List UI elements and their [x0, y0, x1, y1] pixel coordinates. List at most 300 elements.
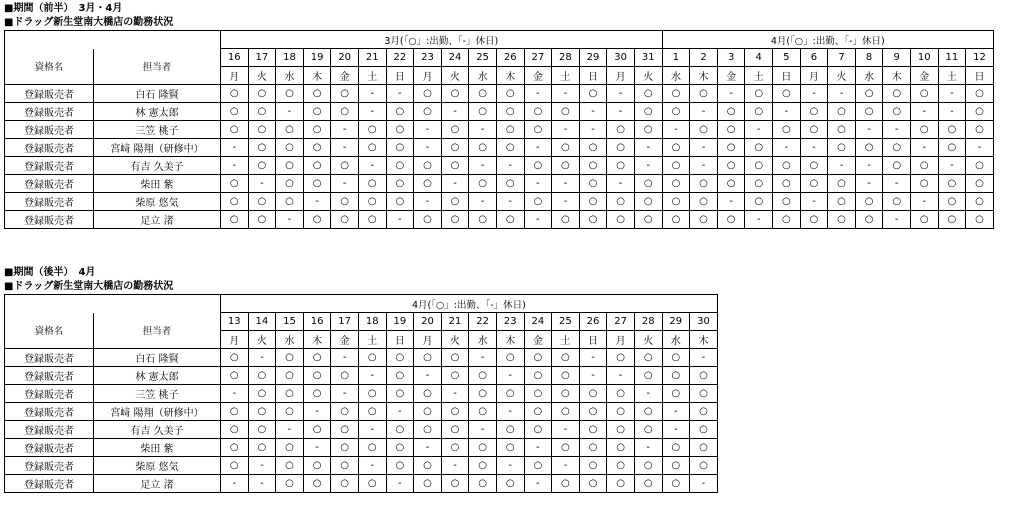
attendance-mark-cell: ○	[773, 175, 801, 193]
day-number-cell: 29	[662, 313, 690, 331]
attendance-mark-cell: ○	[221, 457, 249, 475]
attendance-mark-cell: ○	[883, 157, 911, 175]
attendance-mark-cell: ○	[414, 403, 442, 421]
day-number-cell: 18	[276, 49, 304, 67]
attendance-mark-cell: ○	[414, 385, 442, 403]
attendance-mark-cell: ○	[496, 439, 524, 457]
attendance-mark-cell: ○	[303, 121, 331, 139]
qualification-cell: 登録販売者	[5, 157, 94, 175]
staff-row	[5, 421, 718, 439]
attendance-mark-cell: -	[276, 421, 304, 439]
attendance-mark-cell: -	[524, 211, 552, 229]
attendance-mark-cell: ○	[966, 211, 994, 229]
attendance-mark-cell: ○	[441, 421, 469, 439]
attendance-mark-cell: -	[690, 139, 718, 157]
attendance-mark-cell: ○	[386, 457, 414, 475]
attendance-mark-cell: ○	[883, 103, 911, 121]
attendance-mark-cell: -	[524, 475, 552, 493]
attendance-mark-cell: ○	[855, 139, 883, 157]
attendance-mark-cell: -	[634, 157, 662, 175]
day-number-cell: 11	[938, 49, 966, 67]
attendance-mark-cell: ○	[579, 439, 607, 457]
attendance-mark-cell: ○	[607, 349, 635, 367]
attendance-mark-cell: ○	[221, 421, 249, 439]
attendance-mark-cell: ○	[883, 139, 911, 157]
day-number-cell: 7	[828, 49, 856, 67]
attendance-mark-cell: ○	[331, 157, 359, 175]
attendance-mark-cell: ○	[303, 367, 331, 385]
store-label: ■ドラッグ新生堂南大橋店の勤務状況	[4, 17, 174, 28]
qualification-cell: 登録販売者	[5, 175, 94, 193]
attendance-mark-cell: ○	[358, 193, 386, 211]
attendance-mark-cell: -	[496, 457, 524, 475]
attendance-mark-cell: ○	[386, 121, 414, 139]
staff-name-cell: 足立 渚	[94, 475, 221, 493]
attendance-mark-cell: ○	[773, 193, 801, 211]
attendance-mark-cell: ○	[358, 439, 386, 457]
attendance-mark-cell: ○	[579, 211, 607, 229]
weekday-cell: 水	[662, 331, 690, 349]
attendance-mark-cell: ○	[855, 85, 883, 103]
weekday-cell: 日	[579, 67, 607, 85]
attendance-mark-cell: -	[800, 139, 828, 157]
attendance-mark-cell: ○	[414, 175, 442, 193]
attendance-mark-cell: ○	[248, 403, 276, 421]
attendance-mark-cell: ○	[386, 385, 414, 403]
attendance-mark-cell: ○	[276, 457, 304, 475]
day-number-cell: 19	[303, 49, 331, 67]
attendance-mark-cell: ○	[579, 457, 607, 475]
attendance-mark-cell: ○	[331, 85, 359, 103]
day-number-cell: 21	[358, 49, 386, 67]
attendance-mark-cell: ○	[717, 211, 745, 229]
attendance-mark-cell: ○	[662, 385, 690, 403]
staff-row	[5, 385, 718, 403]
weekday-cell: 火	[441, 331, 469, 349]
staff-row	[5, 121, 994, 139]
attendance-mark-cell: ○	[276, 403, 304, 421]
staff-row	[5, 403, 718, 421]
attendance-mark-cell: ○	[634, 457, 662, 475]
day-number-cell: 23	[414, 49, 442, 67]
qualification-header: 資格名	[5, 49, 94, 85]
day-number-cell: 20	[414, 313, 442, 331]
attendance-mark-cell: -	[855, 157, 883, 175]
attendance-mark-cell: ○	[496, 211, 524, 229]
attendance-mark-cell: ○	[910, 211, 938, 229]
weekday-cell: 月	[607, 331, 635, 349]
attendance-mark-cell: ○	[910, 175, 938, 193]
attendance-mark-cell: ○	[496, 349, 524, 367]
day-number-cell: 24	[441, 49, 469, 67]
staff-name-cell: 柴田 紫	[94, 175, 221, 193]
attendance-mark-cell: ○	[303, 385, 331, 403]
attendance-mark-cell: -	[800, 85, 828, 103]
attendance-mark-cell: -	[855, 121, 883, 139]
attendance-mark-cell: ○	[358, 403, 386, 421]
attendance-mark-cell: ○	[828, 103, 856, 121]
attendance-mark-cell: ○	[938, 139, 966, 157]
attendance-mark-cell: ○	[579, 139, 607, 157]
attendance-mark-cell: -	[773, 103, 801, 121]
attendance-mark-cell: ○	[717, 103, 745, 121]
blank-header-cell	[5, 31, 221, 49]
attendance-mark-cell: ○	[303, 103, 331, 121]
attendance-mark-cell: ○	[386, 421, 414, 439]
attendance-mark-cell: -	[331, 175, 359, 193]
staff-header: 担当者	[94, 49, 221, 85]
attendance-mark-cell: -	[331, 385, 359, 403]
attendance-mark-cell: ○	[662, 85, 690, 103]
attendance-mark-cell: ○	[414, 85, 442, 103]
attendance-table	[4, 30, 994, 229]
attendance-mark-cell: -	[386, 403, 414, 421]
weekday-cell: 月	[800, 67, 828, 85]
attendance-mark-cell: -	[552, 175, 580, 193]
day-number-cell: 30	[690, 313, 718, 331]
attendance-mark-cell: -	[221, 157, 249, 175]
attendance-mark-cell: -	[524, 175, 552, 193]
attendance-mark-cell: ○	[248, 85, 276, 103]
staff-name-cell: 白石 隆賢	[94, 85, 221, 103]
day-number-cell: 2	[690, 49, 718, 67]
attendance-mark-cell: ○	[800, 175, 828, 193]
attendance-mark-cell: ○	[717, 175, 745, 193]
attendance-mark-cell: ○	[358, 175, 386, 193]
attendance-mark-cell: ○	[221, 85, 249, 103]
staff-row	[5, 193, 994, 211]
attendance-mark-cell: -	[221, 475, 249, 493]
attendance-mark-cell: -	[579, 349, 607, 367]
attendance-mark-cell: ○	[469, 439, 497, 457]
attendance-mark-cell: -	[358, 85, 386, 103]
weekday-cell: 金	[910, 67, 938, 85]
day-number-cell: 16	[303, 313, 331, 331]
attendance-mark-cell: ○	[414, 157, 442, 175]
attendance-mark-cell: ○	[303, 421, 331, 439]
day-number-cell: 28	[552, 49, 580, 67]
attendance-mark-cell: ○	[662, 193, 690, 211]
attendance-mark-cell: ○	[496, 121, 524, 139]
attendance-mark-cell: ○	[910, 121, 938, 139]
attendance-mark-cell: ○	[303, 175, 331, 193]
attendance-mark-cell: ○	[414, 457, 442, 475]
attendance-mark-cell: -	[579, 367, 607, 385]
attendance-mark-cell: -	[276, 211, 304, 229]
attendance-mark-cell: -	[690, 157, 718, 175]
attendance-mark-cell: ○	[717, 139, 745, 157]
attendance-mark-cell: ○	[607, 457, 635, 475]
attendance-mark-cell: -	[248, 349, 276, 367]
attendance-mark-cell: -	[248, 457, 276, 475]
attendance-mark-cell: ○	[662, 103, 690, 121]
weekday-cell: 木	[690, 331, 718, 349]
attendance-mark-cell: ○	[221, 439, 249, 457]
attendance-mark-cell: ○	[690, 367, 718, 385]
attendance-mark-cell: -	[607, 367, 635, 385]
period-label: ■期間（後半） 4月	[4, 267, 96, 278]
weekday-cell: 土	[938, 67, 966, 85]
attendance-mark-cell: ○	[552, 403, 580, 421]
attendance-mark-cell: ○	[469, 403, 497, 421]
qualification-cell: 登録販売者	[5, 103, 94, 121]
attendance-mark-cell: ○	[690, 385, 718, 403]
attendance-mark-cell: -	[690, 475, 718, 493]
attendance-mark-cell: ○	[248, 193, 276, 211]
attendance-mark-cell: ○	[276, 193, 304, 211]
attendance-mark-cell: -	[579, 103, 607, 121]
attendance-mark-cell: ○	[303, 475, 331, 493]
weekday-cell: 火	[248, 331, 276, 349]
attendance-mark-cell: -	[634, 439, 662, 457]
attendance-mark-cell: ○	[607, 157, 635, 175]
day-number-cell: 12	[966, 49, 994, 67]
weekday-cell: 日	[386, 331, 414, 349]
qualification-cell: 登録販売者	[5, 421, 94, 439]
attendance-mark-cell: ○	[303, 139, 331, 157]
attendance-mark-cell: ○	[524, 121, 552, 139]
weekday-cell: 日	[966, 67, 994, 85]
weekday-cell: 木	[496, 67, 524, 85]
day-number-cell: 24	[524, 313, 552, 331]
attendance-mark-cell: ○	[552, 157, 580, 175]
day-number-cell: 25	[469, 49, 497, 67]
attendance-mark-cell: ○	[607, 475, 635, 493]
attendance-mark-cell: -	[414, 139, 442, 157]
month-header-row	[5, 295, 718, 313]
weekday-cell: 木	[496, 331, 524, 349]
attendance-mark-cell: -	[469, 349, 497, 367]
staff-name-cell: 有吉 久美子	[94, 421, 221, 439]
attendance-table	[4, 294, 718, 493]
attendance-mark-cell: ○	[966, 175, 994, 193]
attendance-mark-cell: ○	[441, 367, 469, 385]
attendance-mark-cell: -	[552, 457, 580, 475]
attendance-mark-cell: -	[690, 349, 718, 367]
attendance-mark-cell: -	[800, 193, 828, 211]
attendance-mark-cell: -	[552, 421, 580, 439]
attendance-mark-cell: -	[441, 457, 469, 475]
attendance-mark-cell: ○	[828, 121, 856, 139]
attendance-mark-cell: ○	[883, 193, 911, 211]
day-number-cell: 23	[496, 313, 524, 331]
staff-header: 担当者	[94, 313, 221, 349]
attendance-mark-cell: ○	[662, 157, 690, 175]
attendance-mark-cell: ○	[331, 439, 359, 457]
weekday-cell: 金	[717, 67, 745, 85]
attendance-mark-cell: ○	[717, 157, 745, 175]
staff-row	[5, 439, 718, 457]
attendance-mark-cell: ○	[386, 349, 414, 367]
qualification-header: 資格名	[5, 313, 94, 349]
qualification-cell: 登録販売者	[5, 85, 94, 103]
attendance-mark-cell: ○	[938, 211, 966, 229]
staff-row	[5, 157, 994, 175]
attendance-mark-cell: ○	[579, 85, 607, 103]
blank-header-cell	[5, 295, 221, 313]
attendance-mark-cell: ○	[552, 139, 580, 157]
day-number-cell: 28	[634, 313, 662, 331]
attendance-mark-cell: ○	[469, 475, 497, 493]
attendance-mark-cell: -	[662, 121, 690, 139]
attendance-mark-cell: -	[358, 367, 386, 385]
attendance-mark-cell: ○	[855, 103, 883, 121]
attendance-mark-cell: ○	[773, 121, 801, 139]
attendance-mark-cell: ○	[331, 193, 359, 211]
attendance-mark-cell: -	[579, 121, 607, 139]
attendance-mark-cell: -	[552, 193, 580, 211]
month-header-cell: 4月(「○」:出勤、「-」休日)	[662, 31, 993, 49]
period-label: ■期間（前半） 3月・4月	[4, 3, 123, 14]
attendance-mark-cell: ○	[828, 139, 856, 157]
attendance-mark-cell: ○	[248, 103, 276, 121]
attendance-mark-cell: -	[910, 103, 938, 121]
day-number-cell: 26	[496, 49, 524, 67]
attendance-mark-cell: -	[634, 385, 662, 403]
attendance-mark-cell: ○	[358, 385, 386, 403]
staff-row	[5, 475, 718, 493]
staff-name-cell: 白石 隆賢	[94, 349, 221, 367]
attendance-mark-cell: ○	[690, 175, 718, 193]
attendance-mark-cell: ○	[469, 139, 497, 157]
attendance-mark-cell: -	[414, 367, 442, 385]
attendance-mark-cell: -	[938, 85, 966, 103]
staff-row	[5, 367, 718, 385]
attendance-mark-cell: ○	[469, 175, 497, 193]
attendance-mark-cell: -	[248, 475, 276, 493]
attendance-mark-cell: ○	[938, 193, 966, 211]
attendance-mark-cell: ○	[634, 421, 662, 439]
attendance-mark-cell: ○	[524, 385, 552, 403]
attendance-mark-cell: ○	[469, 385, 497, 403]
attendance-mark-cell: ○	[248, 211, 276, 229]
attendance-mark-cell: ○	[331, 475, 359, 493]
attendance-mark-cell: ○	[883, 85, 911, 103]
attendance-mark-cell: -	[469, 421, 497, 439]
attendance-mark-cell: -	[524, 139, 552, 157]
attendance-mark-cell: ○	[248, 439, 276, 457]
attendance-mark-cell: ○	[331, 103, 359, 121]
staff-row	[5, 349, 718, 367]
attendance-mark-cell: -	[634, 139, 662, 157]
attendance-mark-cell: -	[303, 193, 331, 211]
attendance-mark-cell: ○	[276, 157, 304, 175]
attendance-mark-cell: ○	[386, 139, 414, 157]
weekday-cell: 土	[745, 67, 773, 85]
attendance-mark-cell: -	[469, 121, 497, 139]
attendance-mark-cell: ○	[828, 211, 856, 229]
weekday-cell: 月	[607, 67, 635, 85]
attendance-mark-cell: ○	[496, 139, 524, 157]
day-number-cell: 31	[634, 49, 662, 67]
weekday-cell: 水	[469, 331, 497, 349]
attendance-mark-cell: ○	[221, 367, 249, 385]
attendance-mark-cell: ○	[938, 121, 966, 139]
attendance-mark-cell: -	[469, 157, 497, 175]
day-number-row	[5, 49, 994, 67]
attendance-mark-cell: ○	[662, 349, 690, 367]
staff-row	[5, 139, 994, 157]
weekday-cell: 火	[441, 67, 469, 85]
attendance-mark-cell: -	[524, 439, 552, 457]
weekday-cell: 水	[855, 67, 883, 85]
attendance-mark-cell: ○	[276, 475, 304, 493]
attendance-mark-cell: ○	[828, 175, 856, 193]
schedule-section-first-half	[4, 2, 994, 229]
qualification-cell: 登録販売者	[5, 121, 94, 139]
attendance-mark-cell: -	[607, 175, 635, 193]
attendance-mark-cell: ○	[469, 85, 497, 103]
attendance-mark-cell: -	[883, 175, 911, 193]
attendance-mark-cell: -	[855, 175, 883, 193]
qualification-cell: 登録販売者	[5, 139, 94, 157]
attendance-mark-cell: ○	[276, 121, 304, 139]
qualification-cell: 登録販売者	[5, 367, 94, 385]
attendance-mark-cell: ○	[248, 139, 276, 157]
attendance-mark-cell: ○	[248, 421, 276, 439]
attendance-mark-cell: -	[910, 193, 938, 211]
attendance-mark-cell: ○	[276, 367, 304, 385]
schedule-section-second-half	[4, 266, 718, 493]
attendance-mark-cell: ○	[386, 157, 414, 175]
staff-name-cell: 宮﨑 陽翔（研修中）	[94, 139, 221, 157]
attendance-mark-cell: ○	[745, 139, 773, 157]
day-number-cell: 25	[552, 313, 580, 331]
attendance-mark-cell: ○	[552, 385, 580, 403]
weekday-cell: 月	[414, 331, 442, 349]
attendance-mark-cell: -	[331, 139, 359, 157]
weekday-cell: 木	[883, 67, 911, 85]
day-number-cell: 9	[883, 49, 911, 67]
day-number-cell: 14	[248, 313, 276, 331]
attendance-mark-cell: ○	[441, 211, 469, 229]
attendance-mark-cell: ○	[221, 121, 249, 139]
staff-name-cell: 宮﨑 陽翔（研修中）	[94, 403, 221, 421]
attendance-mark-cell: -	[441, 103, 469, 121]
attendance-mark-cell: ○	[552, 103, 580, 121]
day-number-cell: 16	[221, 49, 249, 67]
attendance-mark-cell: ○	[221, 211, 249, 229]
attendance-mark-cell: ○	[276, 175, 304, 193]
weekday-cell: 火	[828, 67, 856, 85]
staff-row	[5, 85, 994, 103]
staff-name-cell: 三笠 桃子	[94, 121, 221, 139]
attendance-mark-cell: ○	[745, 157, 773, 175]
attendance-mark-cell: ○	[386, 103, 414, 121]
attendance-mark-cell: ○	[276, 139, 304, 157]
weekday-cell: 金	[331, 331, 359, 349]
qualification-cell: 登録販売者	[5, 457, 94, 475]
attendance-mark-cell: -	[910, 139, 938, 157]
attendance-mark-cell: ○	[634, 475, 662, 493]
attendance-mark-cell: -	[221, 385, 249, 403]
attendance-mark-cell: ○	[690, 439, 718, 457]
attendance-mark-cell: -	[358, 457, 386, 475]
attendance-mark-cell: ○	[579, 175, 607, 193]
attendance-mark-cell: ○	[662, 367, 690, 385]
weekday-cell: 土	[552, 67, 580, 85]
day-number-cell: 8	[855, 49, 883, 67]
store-label: ■ドラッグ新生堂南大橋店の勤務状況	[4, 281, 174, 292]
staff-name-cell: 三笠 桃子	[94, 385, 221, 403]
attendance-mark-cell: ○	[966, 103, 994, 121]
weekday-cell: 水	[662, 67, 690, 85]
attendance-mark-cell: -	[524, 85, 552, 103]
attendance-mark-cell: -	[552, 121, 580, 139]
attendance-mark-cell: -	[276, 103, 304, 121]
attendance-mark-cell: ○	[634, 175, 662, 193]
attendance-mark-cell: ○	[276, 349, 304, 367]
